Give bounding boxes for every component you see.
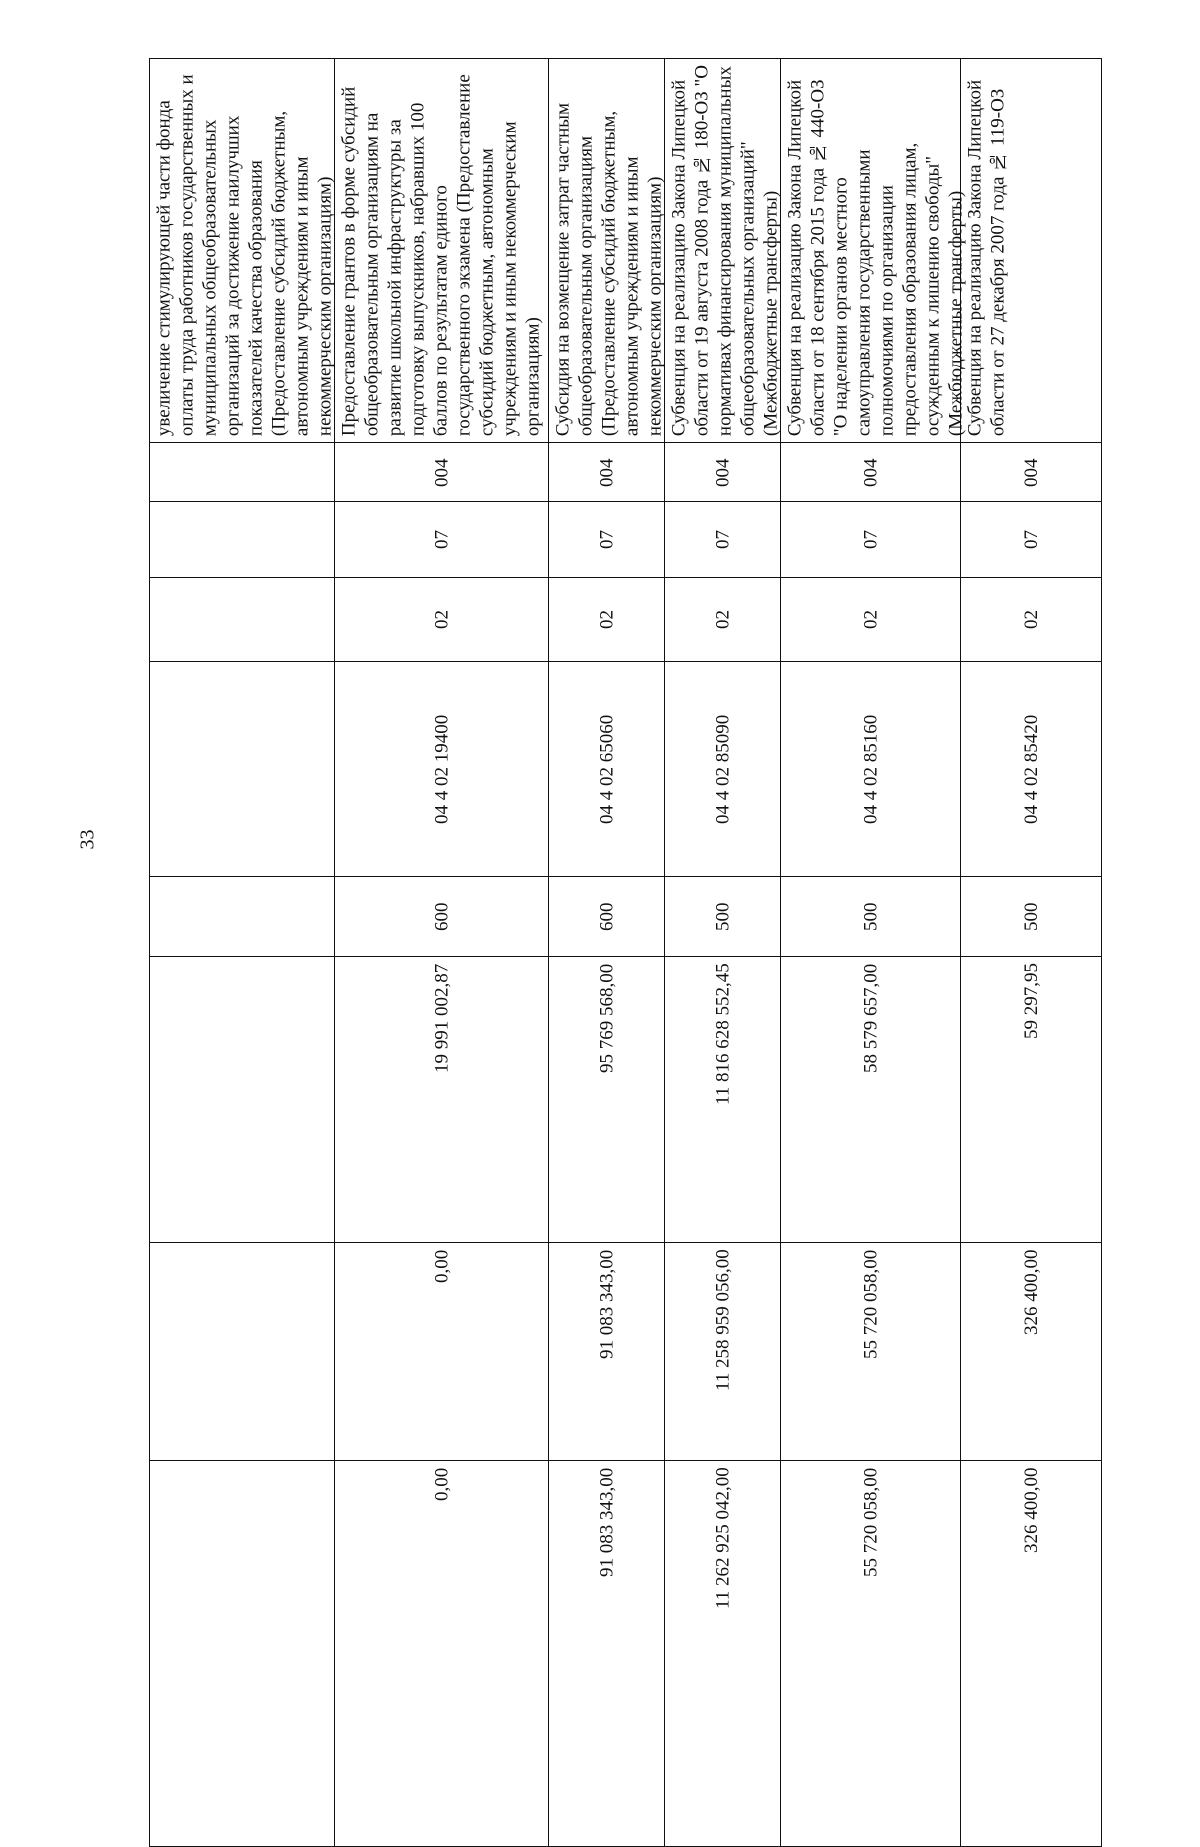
department-cell: 004 <box>665 443 781 502</box>
subsection-cell: 02 <box>781 578 961 662</box>
expense-type-cell: 500 <box>961 877 1102 957</box>
subsection-cell: 02 <box>665 578 781 662</box>
table-field-row <box>150 877 1102 957</box>
section-cell: 07 <box>781 502 961 578</box>
section-cell: 07 <box>335 502 549 578</box>
description-cell: Предоставление грантов в форме субсидий общеобразовательным организациям на развитие школьной инфраструктуры за подготовку выпускников, набравших 100 баллов по результатам единого государственного экзамена (Предоставление субсидий бюджетным, автономным учреждениям и иным некоммерческим организациям) <box>335 59 549 443</box>
amount-year3-cell: 0,00 <box>335 1461 549 1847</box>
table-field-row <box>150 443 1102 502</box>
table-field-row <box>150 1243 1102 1461</box>
expense-type-cell: 500 <box>665 877 781 957</box>
budget-table-container <box>149 58 1101 1645</box>
table-field-row <box>150 502 1102 578</box>
amount-year1-cell: 19 991 002,87 <box>335 957 549 1243</box>
table-field-row <box>150 662 1102 877</box>
target-article-cell: 04 4 02 65060 <box>549 662 665 877</box>
expense-type-cell: 600 <box>335 877 549 957</box>
description-cell: Субвенция на реализацию Закона Липецкой области от 18 сентября 2015 года № 440-ОЗ "О наделении органов местного самоуправления государственными полномочиями по организации предоставления образования лицам, осужденным к лишению свободы" (Межбюджетные трансферты) <box>781 59 961 443</box>
amount-year3-cell: 11 262 925 042,00 <box>665 1461 781 1847</box>
section-cell: 07 <box>665 502 781 578</box>
description-cell: Субвенция на реализацию Закона Липецкой области от 27 декабря 2007 года № 119-ОЗ <box>961 59 1102 443</box>
amount-year1-cell <box>150 957 335 1243</box>
description-cell: Субсидия на возмещение затрат частным общеобразовательным организациям (Предоставление субсидий бюджетным, автономным учреждениям и иным некоммерческим организациям) <box>549 59 665 443</box>
subsection-cell: 02 <box>549 578 665 662</box>
department-cell <box>150 443 335 502</box>
amount-year3-cell: 91 083 343,00 <box>549 1461 665 1847</box>
amount-year3-cell: 326 400,00 <box>961 1461 1102 1847</box>
description-cell: Субвенция на реализацию Закона Липецкой области от 19 августа 2008 года № 180-ОЗ "О нормативах финансирования муниципальных общеобразовательных организаций" (Межбюджетные трансферты) <box>665 59 781 443</box>
amount-year1-cell: 58 579 657,00 <box>781 957 961 1243</box>
section-cell <box>150 502 335 578</box>
department-cell: 004 <box>961 443 1102 502</box>
amount-year2-cell: 326 400,00 <box>961 1243 1102 1461</box>
amount-year1-cell: 59 297,95 <box>961 957 1102 1243</box>
amount-year2-cell <box>150 1243 335 1461</box>
department-cell: 004 <box>335 443 549 502</box>
department-cell: 004 <box>549 443 665 502</box>
target-article-cell: 04 4 02 85420 <box>961 662 1102 877</box>
target-article-cell: 04 4 02 85160 <box>781 662 961 877</box>
expense-type-cell: 500 <box>781 877 961 957</box>
amount-year3-cell <box>150 1461 335 1847</box>
page-number: 33 <box>76 829 99 850</box>
amount-year2-cell: 91 083 343,00 <box>549 1243 665 1461</box>
target-article-cell <box>150 662 335 877</box>
amount-year1-cell: 95 769 568,00 <box>549 957 665 1243</box>
amount-year2-cell: 11 258 959 056,00 <box>665 1243 781 1461</box>
table-field-row <box>150 1461 1102 1847</box>
amount-year3-cell: 55 720 058,00 <box>781 1461 961 1847</box>
section-cell: 07 <box>961 502 1102 578</box>
expense-type-cell: 600 <box>549 877 665 957</box>
description-cell: увеличение стимулирующей части фонда оплаты труда работников государственных и муниципальных общеобразовательных организаций за достижение наилучших показателей качества образования (Предоставление субсидий бюджетным, автономным учреждениям и иным некоммерческим организациям) <box>150 59 335 443</box>
section-cell: 07 <box>549 502 665 578</box>
expense-type-cell <box>150 877 335 957</box>
table-field-row <box>150 578 1102 662</box>
amount-year2-cell: 55 720 058,00 <box>781 1243 961 1461</box>
department-cell: 004 <box>781 443 961 502</box>
table-field-row <box>150 957 1102 1243</box>
subsection-cell: 02 <box>335 578 549 662</box>
table-field-row <box>150 59 1102 443</box>
target-article-cell: 04 4 02 85090 <box>665 662 781 877</box>
amount-year1-cell: 11 816 628 552,45 <box>665 957 781 1243</box>
amount-year2-cell: 0,00 <box>335 1243 549 1461</box>
subsection-cell <box>150 578 335 662</box>
target-article-cell: 04 4 02 19400 <box>335 662 549 877</box>
budget-table <box>149 58 1102 1847</box>
subsection-cell: 02 <box>961 578 1102 662</box>
